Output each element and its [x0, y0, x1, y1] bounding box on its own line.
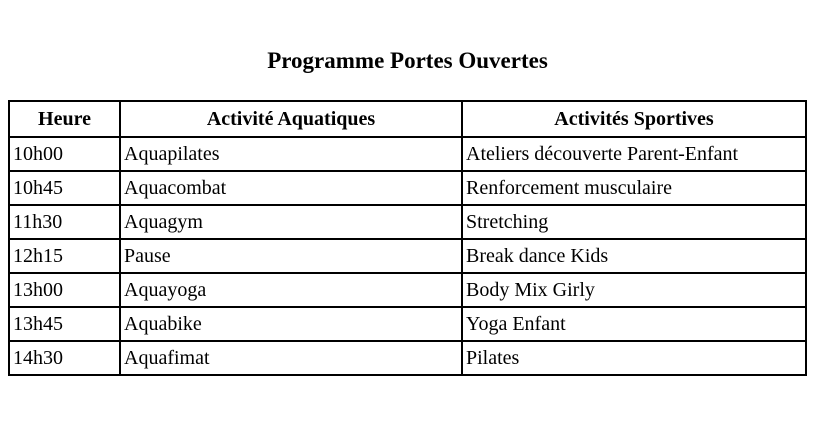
time-cell: 13h45 — [9, 307, 120, 341]
column-header-heure: Heure — [9, 101, 120, 137]
aquatic-activity-cell: Aquacombat — [120, 171, 462, 205]
time-cell: 11h30 — [9, 205, 120, 239]
aquatic-activity-cell: Aquagym — [120, 205, 462, 239]
column-header-activites-sportives: Activités Sportives — [462, 101, 806, 137]
sport-activity-cell: Pilates — [462, 341, 806, 375]
schedule-table — [8, 100, 807, 376]
table-row — [9, 171, 806, 205]
time-cell: 13h00 — [9, 273, 120, 307]
table-row — [9, 137, 806, 171]
aquatic-activity-cell: Aquayoga — [120, 273, 462, 307]
time-cell: 10h45 — [9, 171, 120, 205]
aquatic-activity-cell: Aquapilates — [120, 137, 462, 171]
time-cell: 12h15 — [9, 239, 120, 273]
page-title: Programme Portes Ouvertes — [267, 48, 548, 73]
table-header-row — [9, 101, 806, 137]
aquatic-activity-cell: Aquafimat — [120, 341, 462, 375]
sport-activity-cell: Break dance Kids — [462, 239, 806, 273]
table-row — [9, 273, 806, 307]
sport-activity-cell: Stretching — [462, 205, 806, 239]
sport-activity-cell: Ateliers découverte Parent-Enfant — [462, 137, 806, 171]
table-row — [9, 307, 806, 341]
time-cell: 10h00 — [9, 137, 120, 171]
table-row — [9, 205, 806, 239]
aquatic-activity-cell: Aquabike — [120, 307, 462, 341]
time-cell: 14h30 — [9, 341, 120, 375]
sport-activity-cell: Body Mix Girly — [462, 273, 806, 307]
aquatic-activity-cell: Pause — [120, 239, 462, 273]
table-row — [9, 341, 806, 375]
sport-activity-cell: Renforcement musculaire — [462, 171, 806, 205]
table-row — [9, 239, 806, 273]
sport-activity-cell: Yoga Enfant — [462, 307, 806, 341]
column-header-activite-aquatiques: Activité Aquatiques — [120, 101, 462, 137]
